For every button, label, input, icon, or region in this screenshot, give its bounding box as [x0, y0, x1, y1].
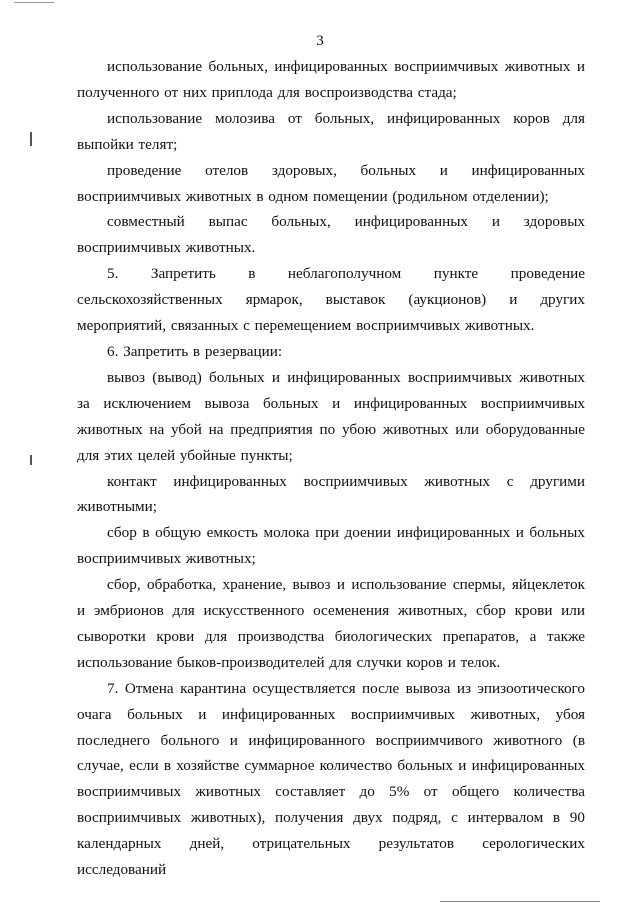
paragraph-item-7: 7. Отмена карантина осуществляется после вывоза из эпизоотического очага больных и инфицированных восприимчивых животных, убоя последнего больного и инфицированного восприимчивого животного (в случае, если в хозяйстве суммарное количество больных и инфицированных восприимчивых животных составляет до 5% от общего количества восприимчивых животных), получения двух подряд, с интервалом в 90 календарных дней, отрицательных результатов серологических исследований	[77, 679, 585, 879]
scan-mark-left-2	[30, 455, 32, 465]
scan-mark-left	[30, 132, 32, 146]
paragraph-joint-grazing: совместный выпас больных, инфицированных и здоровых восприимчивых животных.	[77, 213, 585, 257]
scan-mark-bottom	[440, 901, 600, 902]
page-number: 3	[316, 33, 324, 49]
paragraph-item-6: 6. Запретить в резервации:	[107, 342, 283, 360]
paragraph-use-of-sick-animals: использование больных, инфицированных восприимчивых животных и полученного от них приплода для воспроизводства стада;	[77, 58, 585, 101]
paragraph-contact-ban: контакт инфицированных восприимчивых животных с другими животными;	[77, 472, 585, 516]
scan-mark-top	[14, 2, 54, 3]
paragraph-export-ban: вывоз (вывод) больных и инфицированных восприимчивых животных за исключением вывоза больных и инфицированных восприимчивых животных на убой на предприятия по убою животных или оборудованные для этих целей убойные пункты;	[77, 368, 585, 464]
document-body	[77, 54, 585, 883]
paragraph-milk-collection: сбор в общую емкость молока при доении инфицированных и больных восприимчивых животных;	[77, 524, 585, 568]
paragraph-item-5: 5. Запретить в неблагополучном пункте проведение сельскохозяйственных ярмарок, выставок (аукционов) и других мероприятий, связанных с перемещением восприимчивых животных.	[77, 265, 585, 335]
paragraph-sperm-collection: сбор, обработка, хранение, вывоз и использование спермы, яйцеклеток и эмбрионов для искусственного осеменения животных, сбор крови или сыворотки крови для производства биологических препаратов, а также использование быков-производителей для случки коров и телок.	[77, 576, 585, 671]
paragraph-colostrum-use: использование молозива от больных, инфицированных коров для выпойки телят;	[77, 109, 585, 153]
paragraph-calving: проведение отелов здоровых, больных и инфицированных восприимчивых животных в одном помещении (родильном отделении);	[77, 161, 585, 205]
